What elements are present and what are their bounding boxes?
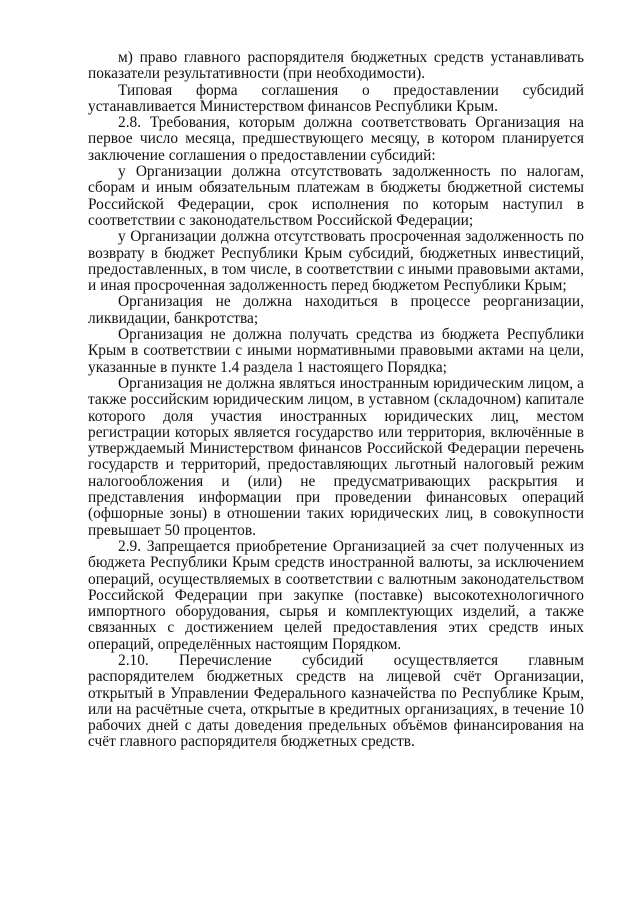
paragraph-foreign-entity: Организация не должна являться иностранным юридическим лицом, а также российским юридическим лицом, в уставном (складочном) капитале которого доля участия иностранных юридических лиц, местом регистрации которых является государство или территория, включённые в утверждаемый Министерством финансов Российской Федерации перечень государств и территорий, предоставляющих льготный налоговый режим налогообложения и (или) не предусматривающих раскрытия и представления информации при проведении финансовых операций (офшорные зоны) в отношении таких юридических лиц, в совокупности превышает 50 процентов. xyxy=(88,374,584,539)
paragraph-reorganization: Организация не должна находиться в процессе реорганизации, ликвидации, банкротства; xyxy=(88,293,584,327)
document-page xyxy=(88,50,584,751)
paragraph-item-m: м) право главного распорядителя бюджетных средств устанавливать показатели результативности (при необходимости). xyxy=(88,49,584,83)
paragraph-overdue-debt: у Организации должна отсутствовать просроченная задолженность по возврату в бюджет Республики Крым субсидий, бюджетных инвестиций, предоставленных, в том числе, в соответствии с иными правовыми актами, и иная просроченная задолженность перед бюджетом Республики Крым; xyxy=(88,228,584,295)
paragraph-2-9: 2.9. Запрещается приобретение Организацией за счет полученных из бюджета Республики Крым средств иностранной валюты, за исключением операций, осуществляемых в соответствии с валютным законодательством Российской Федерации при закупке (поставке) высокотехнологичного импортного оборудования, сырья и комплектующих изделий, а также связанных с достижением целей предоставления этих средств иных операций, определённых настоящим Порядком. xyxy=(88,537,584,653)
paragraph-other-funds: Организация не должна получать средства из бюджета Республики Крым в соответствии с иными нормативными правовыми актами на цели, указанные в пункте 1.4 раздела 1 настоящего Порядка; xyxy=(88,326,584,376)
paragraph-tax-debt: у Организации должна отсутствовать задолженность по налогам, сборам и иным обязательным платежам в бюджеты бюджетной системы Российской Федерации, срок исполнения по которым наступил в соответствии с законодательством Российской Федерации; xyxy=(88,163,584,229)
paragraph-standard-form: Типовая форма соглашения о предоставлении субсидий устанавливается Министерством финансов Республики Крым. xyxy=(88,81,584,115)
paragraph-2-8: 2.8. Требования, которым должна соответствовать Организация на первое число месяца, предшествующего месяцу, в котором планируется заключение соглашения о предоставлении субсидий: xyxy=(88,114,584,164)
paragraph-2-10: 2.10. Перечисление субсидий осуществляется главным распорядителем бюджетных средств на лицевой счёт Организации, открытый в Управлении Федерального казначейства по Республике Крым, или на расчётные счета, открытые в кредитных организациях, в течение 10 рабочих дней с даты доведения предельных объёмов финансирования на счёт главного распорядителя бюджетных средств. xyxy=(88,651,584,751)
